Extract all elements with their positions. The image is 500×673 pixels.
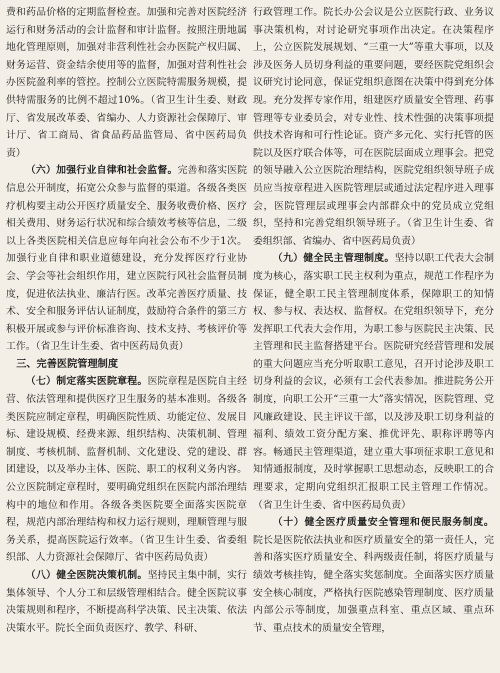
paragraph: 行政管理工作。院长办公会议是公立医院行政、业务议事决策机构，对讨论研究事项作出决定。在决策程序上，公立医院发展规划、“三重一大”等重大事项，以及涉及医务人员切身利益的重要问题，要经医院党组织会议研究讨论同意，保证党组织意图在决策中得到充分体现。充分发挥专家作用，组建医疗质量安全管理、药事管理等专业委员会，对专业性、技术性强的决策事项提供技术咨询和可行性论证。资产多元化、实行托管的医院以及医疗联合体等，可在医院层面成立理事会。把党的领导融入公立医院治理结构，医院党组织领导班子成员应当按章程进入医院管理层或通过法定程序进入理事会，医院管理层或理事会内部群众中的党员成立党组织，坚持和完善党组织领导班子。（省卫生计生委、省委组织部、省编办、省中医药局负责）: [253, 7, 494, 247]
left-column: [6, 4, 247, 673]
right-column: [253, 4, 494, 673]
subsection-paragraph: [253, 250, 494, 514]
paragraph-text: 院长是医院依法执业和医疗质量安全的第一责任人，完善和落实医疗质量安全、科两级责任制，将医疗质量与绩效考核挂钩，健全落实奖惩制度。全面落实医疗质量安全核心制度，严格执行医院感染管理制度、医疗质量内部公示等制度，加强重点科室、重点区域、重点环节、重点技术的质量安全管理，: [253, 534, 494, 634]
subsection-heading: （十）健全医疗质量安全管理和便民服务制度。: [272, 517, 494, 529]
paragraph-text: 医院章程是医院自主经营、依法管理和提供医疗卫生服务的基本准则。各级各类医院应制定章程，明确医院性质、功能定位、发展目标、建设规模、经费来源、组织结构、决策机制、管理制度、考核机制、监督机制、文化建设、党的建设、群团建设，以及举办主体、医院、职工的权利义务内容。公立医院制定章程时，要明确党组织在医院内部治理结构中的地位和作用。各级各类医院要全面落实医院章程，规范内部治理结构和权力运行规则，理顺管理与服务关系，提高医院运行效率。（省卫生计生委、省委组织部、人力资源社会保障厅、省中医药局负责）: [6, 376, 247, 564]
subsection-paragraph: [6, 162, 247, 356]
paragraph-text: 坚持以职工代表大会制度为核心，落实职工民主权利为重点，规范工作程序为保证，健全职工民主管理制度体系，保障职工的知情权、参与权、表达权、监督权。在党组织领导下，充分发挥职工代表大会作用，为职工参与医院民主决策、民主管理和民主监督搭建平台。医院研究经营管理和发展的重大问题应当充分听取职工意见，召开讨论涉及职工切身利益的会议，必须有工会代表参加。推进院务公开制度，向职工公开“三重一大”落实情况，医院管理、党风廉政建设、民主评议干部，以及涉及职工切身利益的福利、绩效工资分配方案、推优评先、职称评聘等内容。畅通民主管理渠道，建立重大事项征求职工意见和知情通报制度，及时掌握职工思想动态，反映职工的合理要求，定期向党组织汇报职工民主管理工作情况。（省卫生计生委、省中医药局负责）: [253, 253, 494, 511]
paragraph-text: 坚持民主集中制，实行集体领导、个人分工和层级管理相结合。健全医院议事决策规则和程序，不断提高科学决策、民主决策、依法决策水平。院长全面负责医疗、教学、科研、: [6, 570, 247, 634]
subsection-paragraph: [6, 373, 247, 567]
paragraph-text: 完善和落实医院信息公开制度，拓宽公众参与监督的渠道。各级各类医疗机构要主动公开医疗质量安全、服务收费价格、医疗相关费用、财务运行状况和综合绩效考核等信息，二级以上各类医院相关信息应每年向社会公布不少于1次。加强行业自律和职业道德建设，充分发挥医疗行业协会、学会等社会组织作用，建立医院行风社会监督员制度，促进依法执业、廉洁行医。改革完善医疗质量、技术、安全和服务评估认证制度，鼓励符合条件的第三方积极开展或参与评价标准咨询、技术支持、考核评价等工作。（省卫生计生委、省中医药局负责）: [6, 165, 247, 353]
subsection-heading: （七）制定落实医院章程。: [25, 376, 148, 388]
subsection-paragraph: [6, 567, 247, 637]
section-heading: 三、完善医院管理制度: [16, 358, 119, 370]
subsection-heading: （八）健全医院决策机制。: [25, 570, 148, 581]
subsection-paragraph: [253, 514, 494, 637]
paragraph: 费和药品价格的定期监督检查。加强和完善对医院经济运行和财务活动的会计监督和审计监督。按照注册地属地化管理原则，加强对非营利性社会办医院产权归属、财务运营、资金结余使用等的监督，加强对营利性社会办医院盈利率的管控。控制公立医院特需服务规模，提供特需服务的比例不超过10%。（省卫生计生委、财政厅、省发展改革委、省编办、人力资源社会保障厅、审计厅、省工商局、省食品药品监管局、省中医药局负责）: [6, 7, 247, 159]
subsection-heading: （九）健全民主管理制度。: [272, 253, 395, 265]
subsection-heading: （六）加强行业自律和社会监督。: [25, 165, 178, 177]
